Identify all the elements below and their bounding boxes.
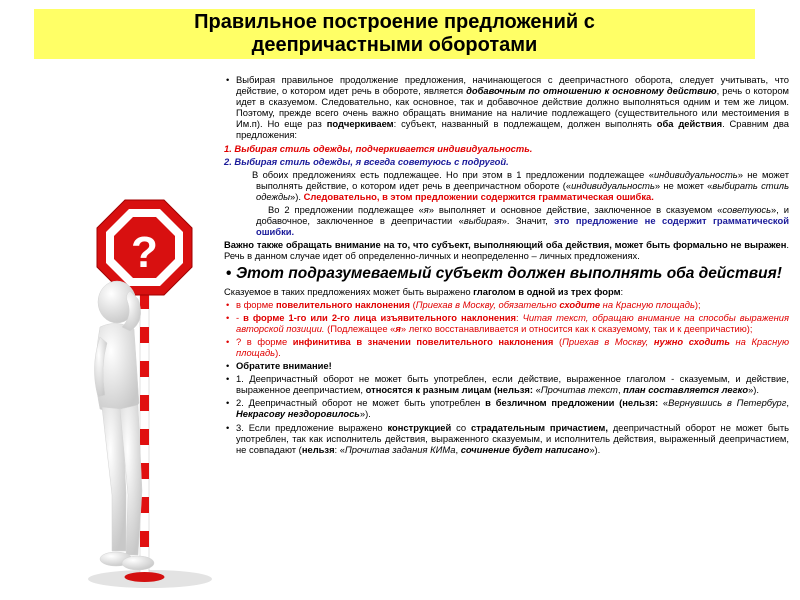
note-3: • 3. Если предложение выражено конструкцией со страдательным причастием, деепричастный оборот не может быть употреблен, так как исполнитель действия, выраженного сказуемым, и исполнитель действия, выраженный деепричастием, не совпадают (нельзя: «Прочитав задания КИМа, сочинение будет написано»). (224, 422, 789, 455)
predicate-forms-intro: Сказуемое в таких предложениях может быть выражено глаголом в одной из трех форм: (224, 285, 624, 297)
analysis-paragraph-1: В обоих предложениях есть подлежащее. Но при этом в 1 предложении подлежащее «индивидуальность» не может выполнять действие, о котором идет речь в деепричастном обороте («индивидуальность» не может «выбирать стиль одежды»). Следовательно, в этом предложении содержится грамматическая ошибка. (252, 168, 789, 202)
implied-subject-paragraph: Важно также обращать внимание на то, что субъект, выполняющий оба действия, может быть формально не выражен. Речь в данном случае идет об определенно-личных и неопределенно – личных предложениях. (224, 239, 789, 262)
title-bar (34, 9, 755, 59)
page-title: Правильное построение предложений с деепричастными оборотами (194, 11, 595, 56)
thinking-man-with-question-sign-illustration (72, 195, 220, 595)
sign-pole (140, 273, 149, 575)
example-2: 2. Выбирая стиль одежды, я всегда советуюсь с подругой. (224, 155, 509, 167)
implied-subject-rule: • Этот подразумеваемый субъект должен выполнять оба действия! (224, 265, 789, 282)
example-1: 1. Выбирая стиль одежды, подчеркивается индивидуальность. (224, 142, 533, 154)
attention-heading: • Обратите внимание! (224, 360, 789, 371)
form-imperative: • в форме повелительного наклонения (Приехав в Москву, обязательно сходите на Красную площадь); (224, 299, 789, 310)
analysis-paragraph-2: Во 2 предложении подлежащее «я» выполняет и основное действие, заключенное в сказуемом «советуюсь», и добавочное, заключенное в деепричастии «выбирая». Значит, это предложение не содержит грамматической ошибки. (256, 204, 789, 238)
intro-paragraph: • Выбирая правильное продолжение предложения, начинающегося с деепричастного оборота, следует учитывать, что действие, о котором идет речь в обороте, является добавочным по отношению к основному действию, речь о котором идет в сказуемом. Следовательно, как основное, так и добавочное действие должно выполняться одним и тем же лицом. Поэтому, прежде всего очень важно обращать внимание на наличие подлежащего (существительного или местоимения в Им.п). Но еще раз подчеркиваем: субъект, названный в подлежащем, должен выполнять оба действия. Сравним два предложения: (224, 74, 789, 141)
form-indicative: • - в форме 1-го или 2-го лица изъявительного наклонения: Читая текст, обращаю внимание на способы выражения авторской позиции. (Подлежащее «я» легко восстанавливается и относится как к сказуемому, так и к деепричастию); (224, 312, 789, 334)
note-1: • 1. Деепричастный оборот не может быть употреблен, если действие, выраженное глаголом - сказуемым, и действие, выраженное деепричастием, относятся к разным лицам (нельзя: «Прочитав текст, план составляется легко»). (224, 373, 789, 395)
pole-base (125, 572, 165, 582)
note-2: • 2. Деепричастный оборот не может быть употреблен в безличном предложении (нельзя: «Вернувшись в Петербург, Некрасову нездоровилось»). (224, 397, 789, 419)
article-text (224, 74, 789, 457)
question-mark-icon: ? (131, 228, 158, 277)
form-infinitive: • ? в форме инфинитива в значении повелительного наклонения (Приехав в Москву, нужно сходить на Красную площадь). (224, 336, 789, 358)
